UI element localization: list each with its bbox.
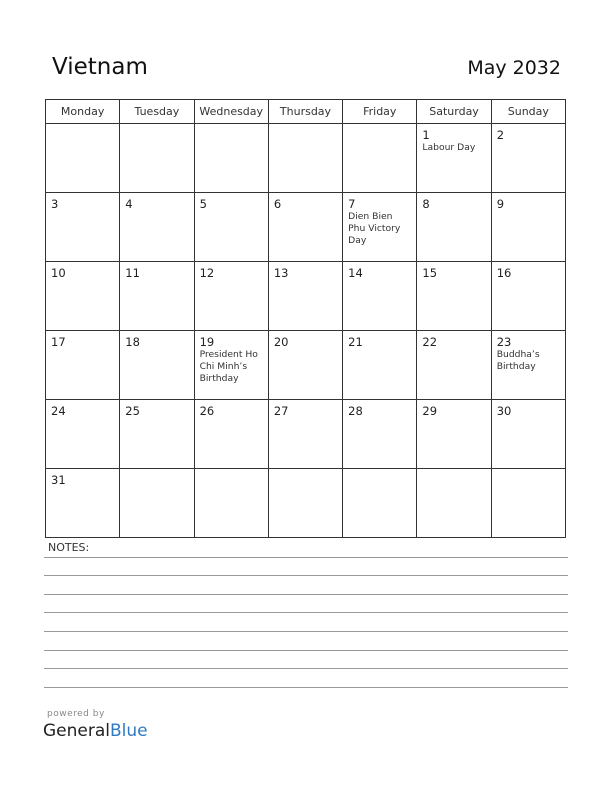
day-number: 15 <box>422 266 438 280</box>
day-cell <box>417 124 491 193</box>
weekday-header: Tuesday <box>120 100 194 124</box>
day-cell <box>46 469 120 538</box>
day-cell <box>491 331 565 400</box>
day-number: 20 <box>273 335 289 349</box>
day-number: 28 <box>348 404 363 418</box>
day-number: 14 <box>348 266 363 280</box>
weekday-header-row <box>46 100 566 124</box>
day-cell <box>46 262 120 331</box>
note-line <box>44 687 568 688</box>
day-cell <box>417 400 491 469</box>
day-cell <box>194 124 268 193</box>
day-number: 9 <box>496 197 505 211</box>
day-cell <box>194 331 268 400</box>
day-number: 6 <box>273 197 282 211</box>
day-cell <box>268 400 342 469</box>
day-number: 25 <box>125 404 140 418</box>
day-cell <box>194 400 268 469</box>
weekday-header: Wednesday <box>194 100 268 124</box>
day-number: 17 <box>51 335 66 349</box>
day-number: 13 <box>273 266 289 280</box>
day-cell <box>46 331 120 400</box>
month-year-title: May 2032 <box>467 57 561 79</box>
day-number: 10 <box>51 266 66 280</box>
note-line <box>44 557 568 558</box>
notes-label: NOTES: <box>48 541 90 554</box>
day-number: 7 <box>348 197 356 211</box>
weekday-header: Friday <box>343 100 417 124</box>
brand-general: General <box>43 721 110 741</box>
week-row <box>46 193 566 262</box>
day-number: 30 <box>496 404 512 418</box>
day-cell <box>120 262 194 331</box>
day-number: 27 <box>273 404 289 418</box>
day-cell <box>491 124 565 193</box>
holiday-label: Labour Day <box>422 142 476 153</box>
day-cell <box>417 193 491 262</box>
day-cell <box>268 469 342 538</box>
day-cell <box>46 400 120 469</box>
day-cell <box>268 262 342 331</box>
day-number: 5 <box>199 197 207 211</box>
weekday-header: Sunday <box>491 100 565 124</box>
day-cell <box>268 193 342 262</box>
day-cell <box>343 331 417 400</box>
day-number: 21 <box>348 335 363 349</box>
day-cell <box>417 262 491 331</box>
week-row <box>46 331 566 400</box>
country-title: Vietnam <box>52 54 148 80</box>
day-cell <box>491 400 565 469</box>
day-cell <box>417 331 491 400</box>
week-row <box>46 400 566 469</box>
day-number: 11 <box>125 266 140 280</box>
note-line <box>44 631 568 632</box>
day-number: 24 <box>51 404 66 418</box>
weekday-header: Saturday <box>417 100 491 124</box>
day-number: 8 <box>422 197 430 211</box>
holiday-label: Buddha’s Birthday <box>496 349 540 372</box>
powered-by-text: powered by <box>47 709 105 719</box>
day-number: 29 <box>422 404 438 418</box>
day-number: 1 <box>422 128 430 142</box>
brand-logo[interactable] <box>43 721 148 741</box>
day-number: 16 <box>496 266 512 280</box>
weekday-header: Thursday <box>268 100 342 124</box>
day-cell <box>120 469 194 538</box>
day-number: 3 <box>51 197 59 211</box>
day-number: 26 <box>199 404 215 418</box>
day-cell <box>343 262 417 331</box>
day-cell <box>120 400 194 469</box>
week-row <box>46 124 566 193</box>
day-cell <box>120 331 194 400</box>
day-number: 18 <box>125 335 140 349</box>
calendar-grid <box>45 99 566 538</box>
day-cell <box>46 193 120 262</box>
day-cell <box>343 469 417 538</box>
day-cell <box>194 262 268 331</box>
note-line <box>44 612 568 613</box>
day-cell <box>46 124 120 193</box>
day-cell <box>343 124 417 193</box>
day-cell <box>491 193 565 262</box>
day-cell <box>194 193 268 262</box>
note-line <box>44 650 568 651</box>
day-cell <box>343 400 417 469</box>
note-line <box>44 668 568 669</box>
day-cell <box>268 124 342 193</box>
week-row <box>46 262 566 331</box>
holiday-label: President Ho Chi Minh’s Birthday <box>199 349 258 384</box>
holiday-label: Dien Bien Phu Victory Day <box>348 211 401 246</box>
day-cell <box>268 331 342 400</box>
day-number: 2 <box>496 128 505 142</box>
brand-blue: Blue <box>110 721 148 741</box>
note-line <box>44 575 568 576</box>
day-cell <box>120 193 194 262</box>
week-row <box>46 469 566 538</box>
day-cell <box>417 469 491 538</box>
day-number: 31 <box>51 473 66 487</box>
note-line <box>44 594 568 595</box>
day-number: 19 <box>199 335 215 349</box>
day-cell <box>491 469 565 538</box>
day-cell <box>343 193 417 262</box>
day-cell <box>120 124 194 193</box>
day-cell <box>194 469 268 538</box>
day-number: 4 <box>125 197 133 211</box>
day-cell <box>491 262 565 331</box>
weekday-header: Monday <box>46 100 120 124</box>
day-number: 12 <box>199 266 215 280</box>
day-number: 23 <box>496 335 512 349</box>
day-number: 22 <box>422 335 438 349</box>
